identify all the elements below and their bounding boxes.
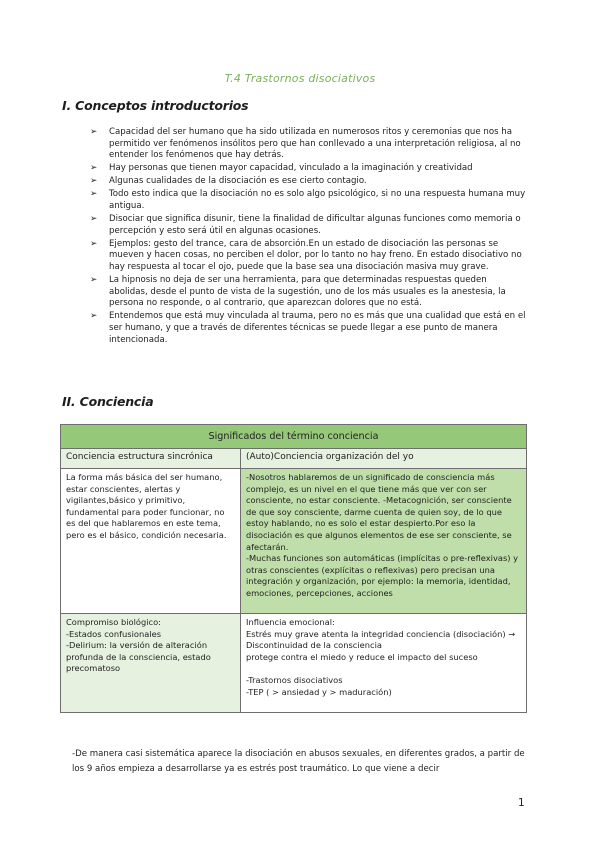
list-item <box>90 163 526 175</box>
arrow-bullet-icon: ➢ <box>90 238 98 249</box>
arrow-bullet-icon: ➢ <box>90 275 98 286</box>
list-item-text: Entendemos que está muy vinculada al trauma, pero no es más que una cualidad que está en el ser humano, y que a través de diferentes técnicas se puede llegar a ese punto de manera intencionada. <box>109 311 526 345</box>
closing-paragraph: -De manera casi sistemática aparece la disociación en abusos sexuales, en diferentes grados, a partir de los 9 años empieza a desarrollarse ya es estrés post traumático. Lo que viene a decir <box>72 749 525 774</box>
list-item <box>90 189 526 212</box>
list-item-text: Todo esto indica que la disociación no es solo algo psicológico, si no una respuesta humana muy antigua. <box>109 189 526 212</box>
list-item-text: La hipnosis no deja de ser una herramienta, para que determinadas respuestas queden abolidas, desde el punto de vista de la sugestión, uno de los más usuales es la anestesia, la persona no responde, o al contrario, que aparezcan dolores que no está. <box>109 275 506 309</box>
document-title: T.4 Trastornos disociativos <box>224 72 376 85</box>
cell-text: -Estados confusionales <box>66 628 162 639</box>
cell-text: -Delirium: la versión de alteración profunda de la consciencia, estado precomatoso <box>66 640 211 674</box>
list-item <box>90 214 526 237</box>
list-item <box>90 275 526 310</box>
bullet-list <box>90 127 526 348</box>
list-item <box>90 127 526 162</box>
arrow-bullet-icon: ➢ <box>90 214 98 225</box>
arrow-bullet-icon: ➢ <box>90 176 98 187</box>
cell-text: -Nosotros hablaremos de un significado de consciencia más complejo, es un nivel en el que tiene más que ver con ser consciente, no estar consciente. -Metacognición, ser consciente de que soy consciente, darme cuenta de quien soy, de lo que estoy hablando, no es solo el estar despierto.Por eso la disociación es que algunos elementos de ese ser consciente, se afectarán. <box>246 472 512 552</box>
column-header-organizacion: (Auto)Conciencia organización del yo <box>241 449 527 469</box>
cell-biological-commitment <box>61 614 241 713</box>
cell-text: La forma más básica del ser humano, estar conscientes, alertas y vigilantes,básico y primitivo, fundamental para poder funcionar, no es del que hablaremos en este tema, pero es el básico, condición necesaria. <box>66 472 227 540</box>
page-number: 1 <box>518 797 525 809</box>
cell-text: protege contra el miedo y reduce el impacto del suceso <box>246 651 478 662</box>
cell-emotional-influence <box>241 614 527 713</box>
list-item-text: Disociar que significa disunir, tiene la finalidad de dificultar algunas funciones como memoria o percepción y esto será útil en algunas ocasiones. <box>109 214 521 236</box>
list-item <box>90 176 526 188</box>
conciencia-table <box>60 424 527 713</box>
arrow-bullet-icon: ➢ <box>90 189 98 200</box>
list-item <box>90 311 526 346</box>
cell-text: -TEP ( > ansiedad y > maduración) <box>246 686 392 697</box>
list-item-text: Hay personas que tienen mayor capacidad, vinculado a la imaginación y creatividad <box>109 163 473 174</box>
cell-text: -Muchas funciones son automáticas (implícitas o pre-reflexivas) y otras conscientes (explícitas o reflexivas) pero precisan una integración y organización, por ejemplo: la memoria, identidad, emociones, percepciones, acciones <box>246 553 519 598</box>
cell-text: -Trastornos disociativos <box>246 674 343 685</box>
arrow-bullet-icon: ➢ <box>90 127 98 137</box>
cell-text: Influencia emocional: <box>246 617 335 627</box>
cell-text: Estrés muy grave atenta la integridad conciencia (disociación) → Discontinuidad de la consciencia <box>246 628 516 651</box>
list-item <box>90 239 526 274</box>
cell-metacognition <box>241 469 527 614</box>
arrow-bullet-icon: ➢ <box>90 163 98 174</box>
column-header-sincronica: Conciencia estructura sincrónica <box>61 449 241 469</box>
cell-spacer <box>246 663 521 675</box>
cell-basic-consciousness <box>61 469 241 614</box>
section-heading-conceptos: I. Conceptos introductorios <box>62 98 249 113</box>
list-item-text: Capacidad del ser humano que ha sido utilizada en numerosos ritos y ceremonias que nos ha permitido ver fenómenos insólitos pero que han conllevado a una interpretación religiosa, al no entender los fenómenos que hay detrás. <box>109 127 521 161</box>
section-heading-conciencia: II. Conciencia <box>62 394 154 409</box>
list-item-text: Ejemplos: gesto del trance, cara de absorción.En un estado de disociación las personas se mueven y hacen cosas, no perciben el dolor, por lo tanto no hay freno. En estado disociativo no hay respuesta al tocar el ojo, puede que la base sea una disociación masiva muy grave. <box>109 238 522 273</box>
table-title: Significados del término conciencia <box>61 425 527 449</box>
list-item-text: Algunas cualidades de la disociación es ese cierto contagio. <box>109 176 367 187</box>
arrow-bullet-icon: ➢ <box>90 311 98 322</box>
cell-text: Compromiso biológico: <box>66 617 161 627</box>
